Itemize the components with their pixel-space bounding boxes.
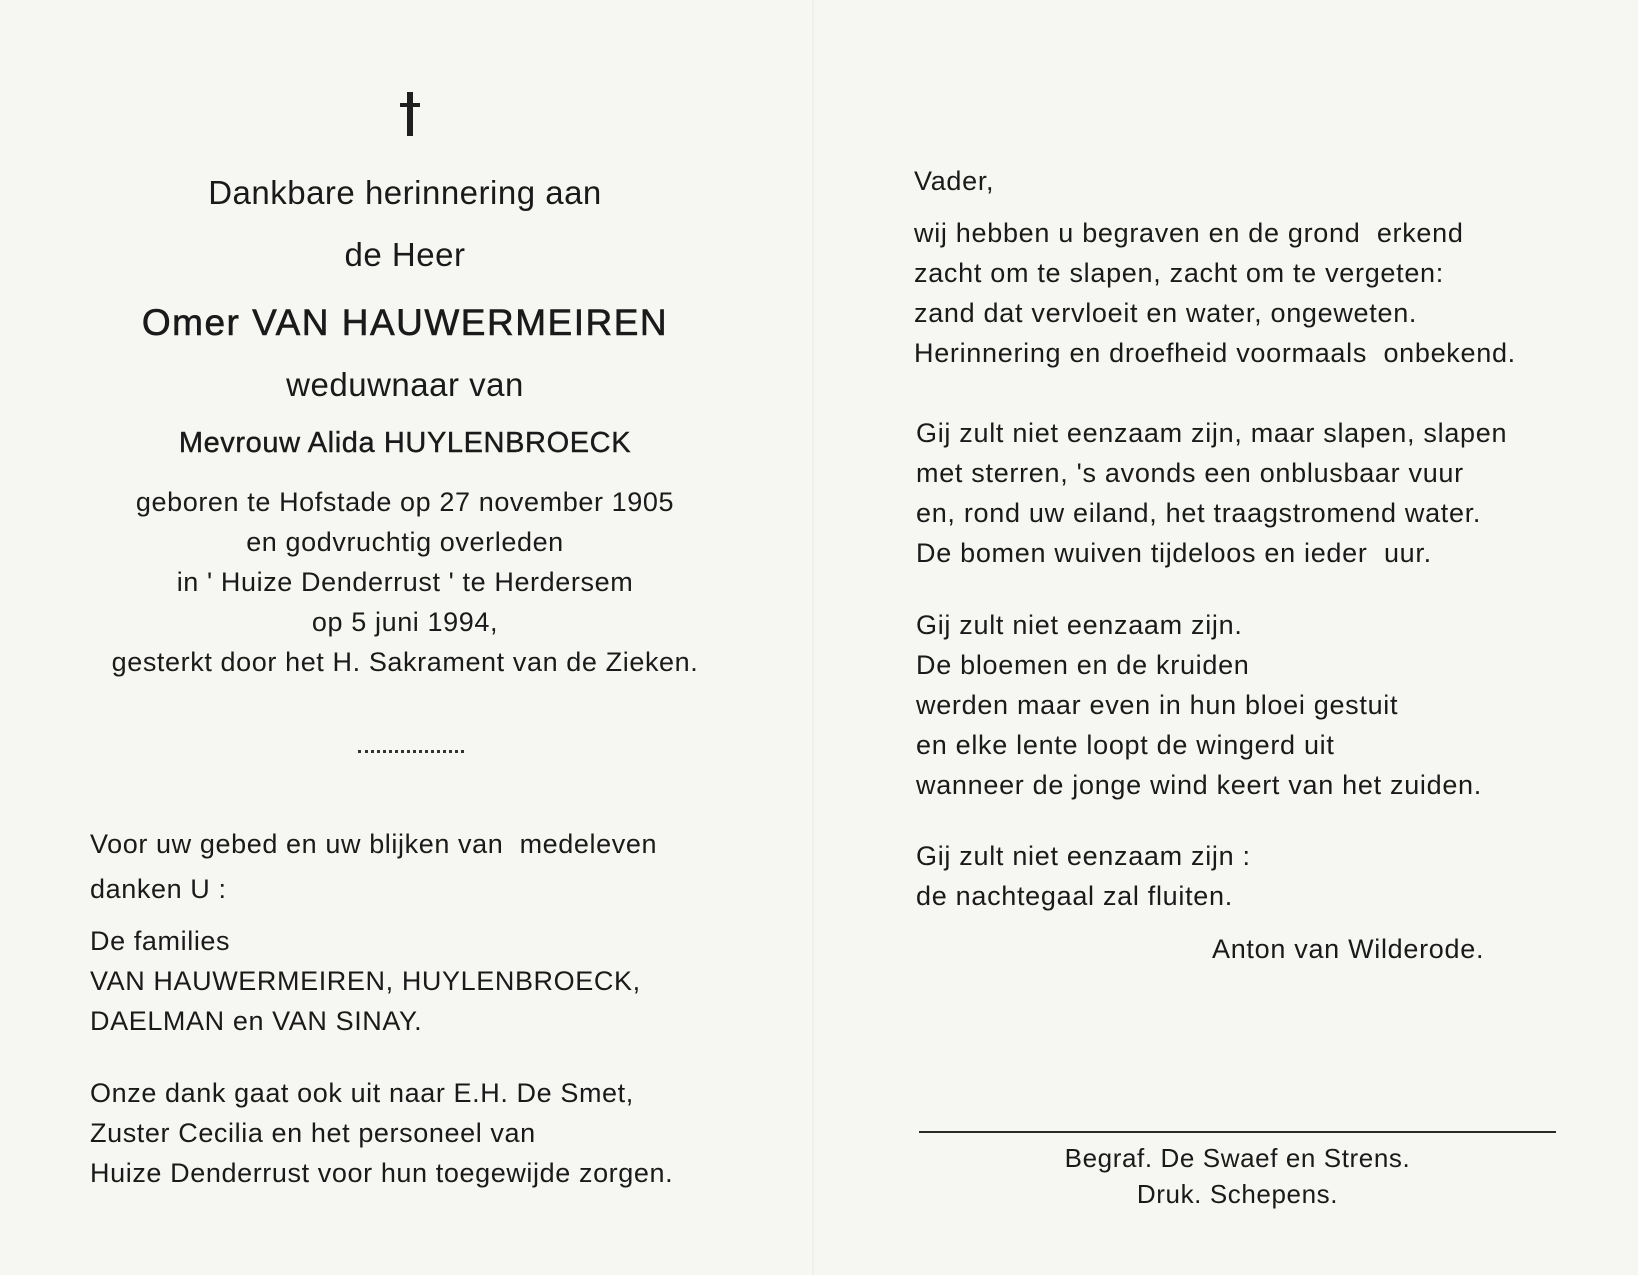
cross-icon xyxy=(407,92,413,136)
life-detail: op 5 juni 1994, xyxy=(311,607,499,637)
extra-thanks-line: Onze dank gaat ook uit naar E.H. De Smet, xyxy=(90,1078,634,1108)
left-page xyxy=(0,0,810,1275)
life-detail: geboren te Hofstade op 27 november 1905 xyxy=(135,487,675,517)
life-detail: in ' Huize Denderrust ' te Herdersem xyxy=(176,567,634,597)
credits-divider xyxy=(919,1131,1556,1133)
poem-line: Gij zult niet eenzaam zijn, maar slapen, slapen xyxy=(916,418,1508,448)
thanks-intro-line: danken U : xyxy=(90,874,227,904)
poem-line: wanneer de jonge wind keert van het zuiden. xyxy=(916,770,1482,800)
poem-salutation: Vader, xyxy=(914,166,995,196)
funeral-director-credit: Begraf. De Swaef en Strens. xyxy=(1064,1143,1411,1173)
memorial-heading: Dankbare herinnering aan xyxy=(208,174,602,211)
families-line: DAELMAN en VAN SINAY. xyxy=(90,1006,423,1036)
extra-thanks-line: Zuster Cecilia en het personeel van xyxy=(90,1118,536,1148)
title-prefix: de Heer xyxy=(344,236,466,273)
spouse-name: Mevrouw Alida HUYLENBROECK xyxy=(178,427,632,459)
poem-line: en elke lente loopt de wingerd uit xyxy=(916,730,1335,760)
poem-author: Anton van Wilderode. xyxy=(1212,934,1485,964)
families-line: VAN HAUWERMEIREN, HUYLENBROECK, xyxy=(90,966,641,996)
extra-thanks-line: Huize Denderrust voor hun toegewijde zorgen. xyxy=(90,1158,674,1188)
dotted-separator xyxy=(358,750,464,753)
poem-line: Gij zult niet eenzaam zijn. xyxy=(916,610,1243,640)
poem-line: en, rond uw eiland, het traagstromend water. xyxy=(916,498,1482,528)
deceased-name: Omer VAN HAUWERMEIREN xyxy=(141,302,669,343)
poem-line: zand dat vervloeit en water, ongeweten. xyxy=(914,298,1418,328)
families-line: De families xyxy=(90,926,231,956)
poem-line: De bomen wuiven tijdeloos en ieder uur. xyxy=(916,538,1432,568)
life-detail: gesterkt door het H. Sakrament van de Zieken. xyxy=(111,647,699,677)
poem-line: de nachtegaal zal fluiten. xyxy=(916,881,1233,911)
poem-line: De bloemen en de kruiden xyxy=(916,650,1250,680)
life-detail: en godvruchtig overleden xyxy=(246,527,564,557)
relation-text: weduwnaar van xyxy=(286,366,524,403)
poem-line: zacht om te slapen, zacht om te vergeten: xyxy=(914,258,1444,288)
poem-line: met sterren, 's avonds een onblusbaar vuur xyxy=(916,458,1464,488)
printer-credit: Druk. Schepens. xyxy=(1136,1179,1339,1209)
thanks-intro-line: Voor uw gebed en uw blijken van medeleven xyxy=(90,829,658,859)
poem-line: wij hebben u begraven en de grond erkend xyxy=(914,218,1464,248)
poem-line: Herinnering en droefheid voormaals onbekend. xyxy=(914,338,1516,368)
poem-line: werden maar even in hun bloei gestuit xyxy=(916,690,1399,720)
poem-line: Gij zult niet eenzaam zijn : xyxy=(916,841,1251,871)
